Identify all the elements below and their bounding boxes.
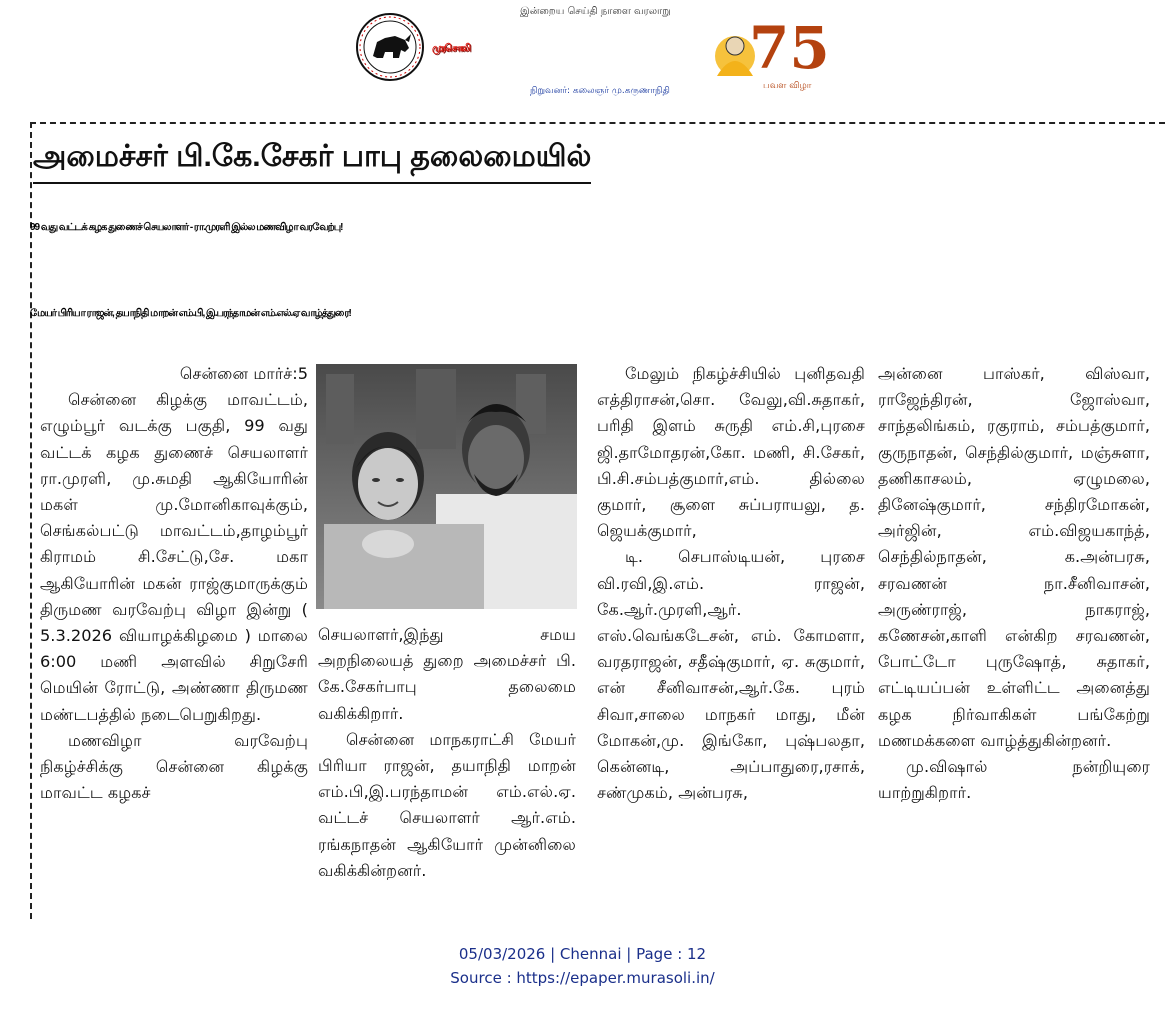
article-column-2 xyxy=(318,622,576,884)
page-footer xyxy=(0,942,1165,990)
article-column-1 xyxy=(40,361,308,806)
kicker-underline xyxy=(33,182,591,184)
party-emblem-icon xyxy=(355,12,425,82)
paragraph: மேலும் நிகழ்ச்சியில் புனிதவதி எத்திராசன்,சொ. வேலு,வி.சுதாகர், பரிதி இளம் சுருதி எம்.சி,புரசை ஜி.தாமோதரன்,கோ. மணி, சி.சேகர், பி.சி.சம்பத்குமார்,எம். தில்லை குமார், சூளை சுப்பராயலு, த. ஜெயக்குமார், xyxy=(597,364,865,541)
paragraph: சென்னை மாநகராட்சி மேயர் பிரியா ராஜன், தயாநிதி மாறன் எம்.பி,இ.பரந்தாமன் எம்.எல்.ஏ. வட்டச் செயலாளர் ஆர்.எம். ரங்கநாதன் ஆகியோர் முன்னிலை வகிக்கின்றனர். xyxy=(318,729,576,880)
founder-line: நிறுவனர்: கலைஞர் மு.கருணாநிதி xyxy=(530,86,670,96)
couple-photo xyxy=(316,364,577,609)
anniversary-label: பவள விழா xyxy=(763,81,812,91)
anniversary-75-icon xyxy=(705,6,830,101)
article-kicker: அமைச்சர் பி.கே.சேகர் பாபு தலைமையில் xyxy=(33,140,592,173)
newspaper-logo: முரசொலி xyxy=(432,43,469,54)
article-headline: 99 வது வட்டக் கழக துணைச் செயலாளர் - ரா.முரளி இல்ல மணவிழா வரவேற்பு! xyxy=(30,222,343,233)
article-column-3 xyxy=(597,361,865,806)
couple-photo-image xyxy=(316,364,577,609)
paragraph: செயலாளர்,இந்து சமய அறநிலையத் துறை அமைச்சர் பி. கே.சேகர்பாபு தலைமை வகிக்கிறார். xyxy=(318,625,576,723)
dateline: சென்னை மார்ச்:5 xyxy=(179,364,308,383)
paragraph: மு.விஷால் நன்றியுரை யாற்றுகிறார். xyxy=(878,757,1150,803)
edition-info: 05/03/2026 | Chennai | Page : 12 xyxy=(458,945,707,963)
paragraph: அன்னை பாஸ்கர், விஸ்வா, ராஜேந்திரன், ஜோஸ்வா, சாந்தலிங்கம், ரகுராம், சம்பத்குமார், குருநாதன், செந்தில்குமார், மஞ்சுளா, தணிகாசலம், ஏழுமலை, தினேஷ்குமார், சந்திரமோகன், அர்ஜின், எம்.விஜயகாந்த், செந்தில்நாதன், க.அன்பரசு, சரவணன் நா.சீனிவாசன், அருண்ராஜ், நாகராஜ், கணேசன்,காளி என்கிற சரவணன், போட்டோ புருஷோத், சுதாகர், எட்டியப்பன் உள்ளிட்ட அனைத்து கழக நிர்வாகிகள் பங்கேற்று மணமக்களை வாழ்த்துகின்றனர். xyxy=(878,364,1150,750)
source-link[interactable]: Source : https://epaper.murasoli.in/ xyxy=(450,969,715,987)
masthead-tagline: இன்றைய செய்தி நாளை வரலாறு xyxy=(520,6,671,17)
paragraph: டி. செபாஸ்டியன், புரசை வி.ரவி,இ.எம். ராஜன், கே.ஆர்.முரளி,ஆர். எஸ்.வெங்கடேசன், எம். கோமளா, வரதராஜன், சதீஷ்குமார், ஏ. சுகுமார், என் சீனிவாசன்,ஆர்.கே. புரம் சிவா,சாலை மாநகர் மாது, மீன் மோகன்,மு. இங்கோ, புஷ்பலதா, கென்னடி, அப்பாதுரை,ரசாக், சண்முகம், அன்பரசு, xyxy=(597,547,865,803)
article-column-4 xyxy=(878,361,1150,806)
anniversary-number: 75 xyxy=(749,14,830,82)
paragraph: மணவிழா வரவேற்பு நிகழ்ச்சிக்கு சென்னை கிழக்கு மாவட்ட கழகச் xyxy=(40,730,308,803)
masthead xyxy=(0,0,1165,118)
article-subhead: மேயர் பிரியா ராஜன், தயாநிதி மாறன் எம்.பி, இ.பரந்தாமன் எம்.எல்.ஏ வாழ்த்துரை! xyxy=(30,308,351,319)
paragraph: சென்னை கிழக்கு மாவட்டம், எழும்பூர் வடக்கு பகுதி, 99 வது வட்டக் கழக துணைச் செயலாளர் ரா.முரளி, மு.சுமதி ஆகியோரின் மகள் மு.மோனிகாவுக்கும், செங்கல்பட்டு மாவட்டம்,தாழம்பூர் கிராமம் சி.சேட்டு,சே. மகா ஆகியோரின் மகன் ராஜ்குமாருக்கும் திருமண வரவேற்பு விழா இன்று ( 5.3.2026 வியாழக்கிழமை ) மாலை 6:00 மணி அளவில் சிறுசேரி மெயின் ரோட்டு, அண்ணா திருமண மண்டபத்தில் நடைபெறுகிறது. xyxy=(40,390,308,724)
